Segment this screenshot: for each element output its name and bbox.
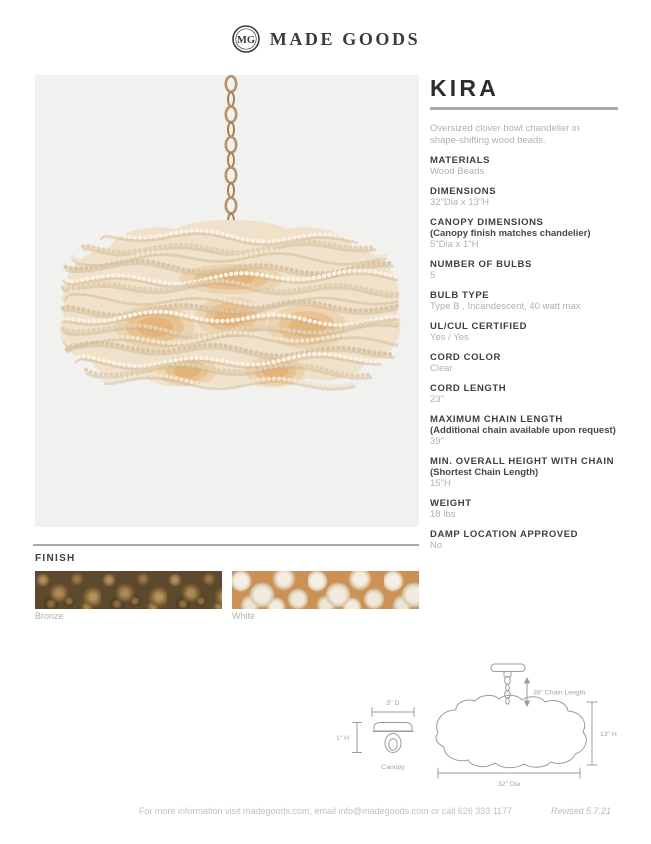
footer-revised: Revised 5.7.21 [550, 806, 611, 816]
title-divider [430, 107, 618, 110]
swatch-label-white: White [232, 611, 256, 621]
spec-column [430, 76, 622, 551]
spec-row [430, 383, 622, 405]
spec-value: 23" [430, 394, 444, 405]
diameter-label: 32" Dia [497, 781, 521, 788]
spec-value: Clear [430, 363, 453, 374]
spec-note: (Shortest Chain Length) [430, 467, 539, 478]
spec-row [430, 456, 622, 489]
spec-value: 5 [430, 270, 436, 281]
spec-label: MIN. OVERALL HEIGHT WITH CHAIN [430, 456, 615, 467]
spec-row [430, 155, 622, 177]
spec-row [430, 321, 622, 343]
canopy-width-label: 5" D [386, 700, 400, 707]
product-description: Oversized clover bowl chandelier in shape-shifting wood beads. [430, 123, 580, 146]
spec-value: 15"H [430, 478, 451, 489]
spec-row [430, 414, 622, 447]
product-title: KIRA [430, 75, 500, 101]
spec-label: CORD LENGTH [430, 383, 507, 394]
spec-value: 32"Dia x 13"H [430, 197, 490, 208]
spec-row [430, 290, 622, 312]
spec-row [430, 498, 622, 520]
spec-row [430, 217, 622, 250]
spec-value: Wood Beads [430, 166, 485, 177]
spec-value: No [430, 540, 443, 551]
spec-value: Yes / Yes [430, 332, 469, 343]
spec-label: NUMBER OF BULBS [430, 259, 532, 270]
spec-value: 5"Dia x 1"H [430, 239, 479, 250]
monogram-letters: MG [236, 35, 255, 46]
finish-swatch-bronze [35, 571, 222, 609]
spec-list [430, 155, 622, 551]
section-divider [33, 544, 419, 546]
spec-label: UL/CUL CERTIFIED [430, 321, 528, 332]
spec-label: MATERIALS [430, 155, 491, 166]
spec-value: 39" [430, 436, 444, 447]
made-goods-monogram-icon [231, 24, 261, 54]
finish-swatch-white [232, 571, 419, 609]
height-label: 13" H [600, 731, 617, 738]
spec-label: DAMP LOCATION APPROVED [430, 529, 579, 540]
spec-note: (Canopy finish matches chandelier) [430, 228, 591, 239]
swatch-label-bronze: Bronze [35, 611, 64, 621]
spec-label: BULB TYPE [430, 290, 490, 301]
header [0, 24, 651, 54]
spec-row [430, 352, 622, 374]
spec-row [430, 529, 622, 551]
spec-value: Type B , Incandescent, 40 watt max [430, 301, 581, 312]
footer-contact: For more information visit madegoods.com, email info@madegoods.com or call 626 333 1177 [138, 806, 513, 816]
spec-note: (Additional chain available upon request) [430, 425, 616, 436]
dimension-diagram [330, 655, 630, 795]
spec-label: CANOPY DIMENSIONS [430, 217, 544, 228]
product-photo [35, 75, 419, 527]
spec-label: DIMENSIONS [430, 186, 497, 197]
canopy-caption: Canopy [381, 764, 405, 771]
chandelier-illustration [35, 75, 419, 527]
chain-length-label: 39" Chain Length [533, 689, 586, 697]
spec-label: MAXIMUM CHAIN LENGTH [430, 414, 563, 425]
spec-label: WEIGHT [430, 498, 472, 509]
spec-label: CORD COLOR [430, 352, 501, 363]
canopy-height-label: 1" H [336, 735, 349, 742]
spec-row [430, 186, 622, 208]
brand-name: MADE GOODS [269, 28, 421, 49]
finish-heading: FINISH [35, 553, 76, 564]
spec-row [430, 259, 622, 281]
spec-value: 18 lbs [430, 509, 456, 520]
